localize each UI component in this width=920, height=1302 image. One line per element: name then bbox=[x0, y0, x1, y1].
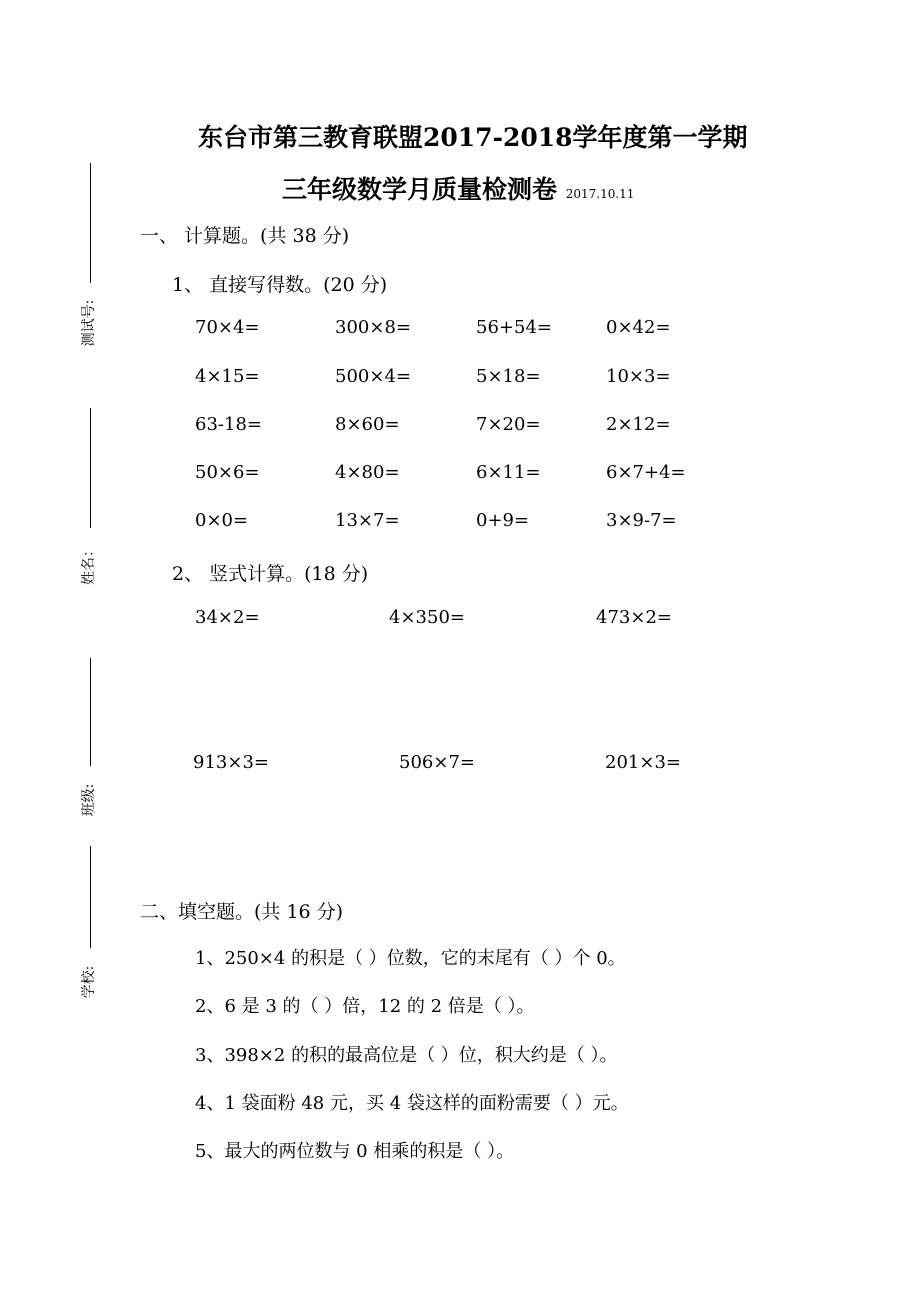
fill-blank-item: 4、1 袋面粉 48 元，买 4 袋这样的面粉需要（ ）元。 bbox=[195, 1093, 629, 1114]
page-subtitle bbox=[282, 170, 634, 206]
section1-heading: 一、 计算题。(共 38 分) bbox=[140, 225, 350, 247]
problem: 0+9= bbox=[476, 510, 530, 531]
problem: 7×20= bbox=[476, 414, 541, 435]
class-line bbox=[90, 658, 91, 766]
problem: 8×60= bbox=[335, 414, 400, 435]
name-line bbox=[90, 408, 91, 528]
column-problem: 201×3= bbox=[605, 752, 681, 773]
section2-heading: 二、填空题。(共 16 分) bbox=[140, 901, 344, 923]
part1-heading: 1、 直接写得数。(20 分) bbox=[172, 274, 388, 296]
problem: 3×9-7= bbox=[606, 510, 677, 531]
exam-no-line bbox=[90, 163, 91, 283]
fill-blank-item: 2、6 是 3 的（ ）倍，12 的 2 倍是（ ）。 bbox=[195, 996, 535, 1017]
name-label: 姓名： bbox=[81, 543, 97, 585]
column-problem: 4×350= bbox=[389, 607, 465, 628]
problem: 13×7= bbox=[335, 510, 400, 531]
problem: 300×8= bbox=[335, 317, 411, 338]
class-label: 班级: bbox=[81, 783, 97, 817]
column-problem: 506×7= bbox=[399, 752, 475, 773]
part2-heading: 2、 竖式计算。(18 分) bbox=[172, 563, 369, 585]
school-line bbox=[90, 846, 91, 948]
school-label: 学校: bbox=[81, 965, 97, 999]
problem: 56+54= bbox=[476, 317, 552, 338]
column-problem: 473×2= bbox=[596, 607, 672, 628]
problem: 50×6= bbox=[195, 462, 260, 483]
problem: 10×3= bbox=[606, 366, 671, 387]
column-problem: 913×3= bbox=[193, 752, 269, 773]
problem: 0×0= bbox=[195, 510, 249, 531]
subtitle-text: 三年级数学月质量检测卷 bbox=[282, 175, 558, 204]
page-title: 东台市第三教育联盟2017-2018学年度第一学期 bbox=[198, 123, 748, 152]
fill-blank-item: 5、最大的两位数与 0 相乘的积是（ ）。 bbox=[195, 1141, 515, 1162]
problem: 6×7+4= bbox=[606, 462, 686, 483]
problem: 4×15= bbox=[195, 366, 260, 387]
exam-no-label: 测试号: bbox=[81, 299, 97, 347]
exam-date: 2017.10.11 bbox=[565, 187, 635, 201]
problem: 0×42= bbox=[606, 317, 671, 338]
problem: 2×12= bbox=[606, 414, 671, 435]
problem: 4×80= bbox=[335, 462, 400, 483]
column-problem: 34×2= bbox=[195, 607, 260, 628]
problem: 63-18= bbox=[195, 414, 262, 435]
problem: 500×4= bbox=[335, 366, 411, 387]
fill-blank-item: 1、250×4 的积是（ ）位数，它的末尾有（ ）个 0。 bbox=[195, 948, 626, 969]
problem: 6×11= bbox=[476, 462, 541, 483]
problem: 70×4= bbox=[195, 317, 260, 338]
problem: 5×18= bbox=[476, 366, 541, 387]
fill-blank-item: 3、398×2 的积的最高位是（ ）位，积大约是（ ）。 bbox=[195, 1045, 618, 1066]
